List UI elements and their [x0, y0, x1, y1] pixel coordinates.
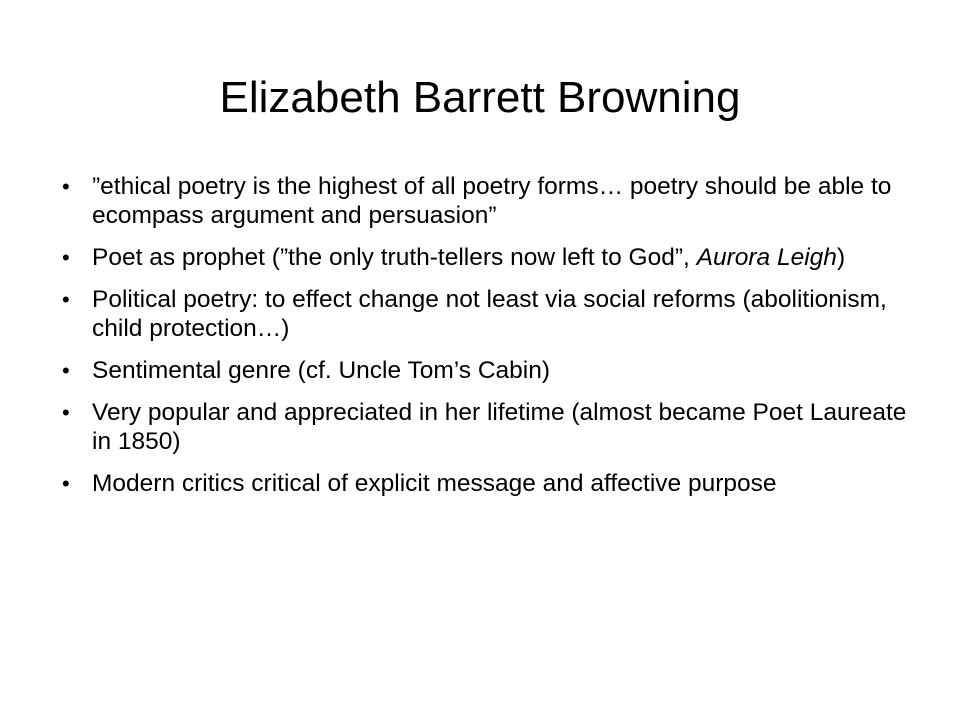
bullet-text: Sentimental genre (cf. Uncle Tom’s Cabin)	[92, 357, 550, 384]
bullet-text: Very popular and appreciated in her lifetime (almost became Poet Laureate in 1850)	[92, 399, 907, 455]
bullet-item-popular	[62, 398, 912, 456]
bullet-item-political	[62, 285, 912, 343]
bullet-item-quote	[62, 172, 912, 230]
bullet-dot-icon: •	[62, 358, 70, 383]
bullet-dot-icon: •	[62, 400, 70, 425]
bullet-text: Modern critics critical of explicit message and affective purpose	[92, 470, 777, 497]
bullet-list	[62, 172, 912, 511]
bullet-item-sentimental	[62, 356, 912, 385]
bullet-item-prophet	[62, 243, 912, 272]
slide-title: Elizabeth Barrett Browning	[219, 73, 741, 122]
bullet-text: ”ethical poetry is the highest of all poetry forms… poetry should be able to ecompass argument and persuasion”	[92, 173, 892, 229]
bullet-text-part: Poet as prophet (”the only truth-tellers now left to God”,	[92, 244, 697, 271]
bullet-text	[92, 244, 845, 271]
bullet-dot-icon: •	[62, 287, 70, 312]
bullet-text-part: )	[836, 244, 846, 271]
bullet-dot-icon: •	[62, 174, 70, 199]
bullet-item-critics	[62, 469, 912, 498]
book-title-italic: Aurora Leigh	[696, 244, 837, 271]
bullet-text: Political poetry: to effect change not least via social reforms (abolitionism, child protection…)	[92, 286, 887, 342]
bullet-dot-icon: •	[62, 471, 70, 496]
bullet-dot-icon: •	[62, 245, 70, 270]
